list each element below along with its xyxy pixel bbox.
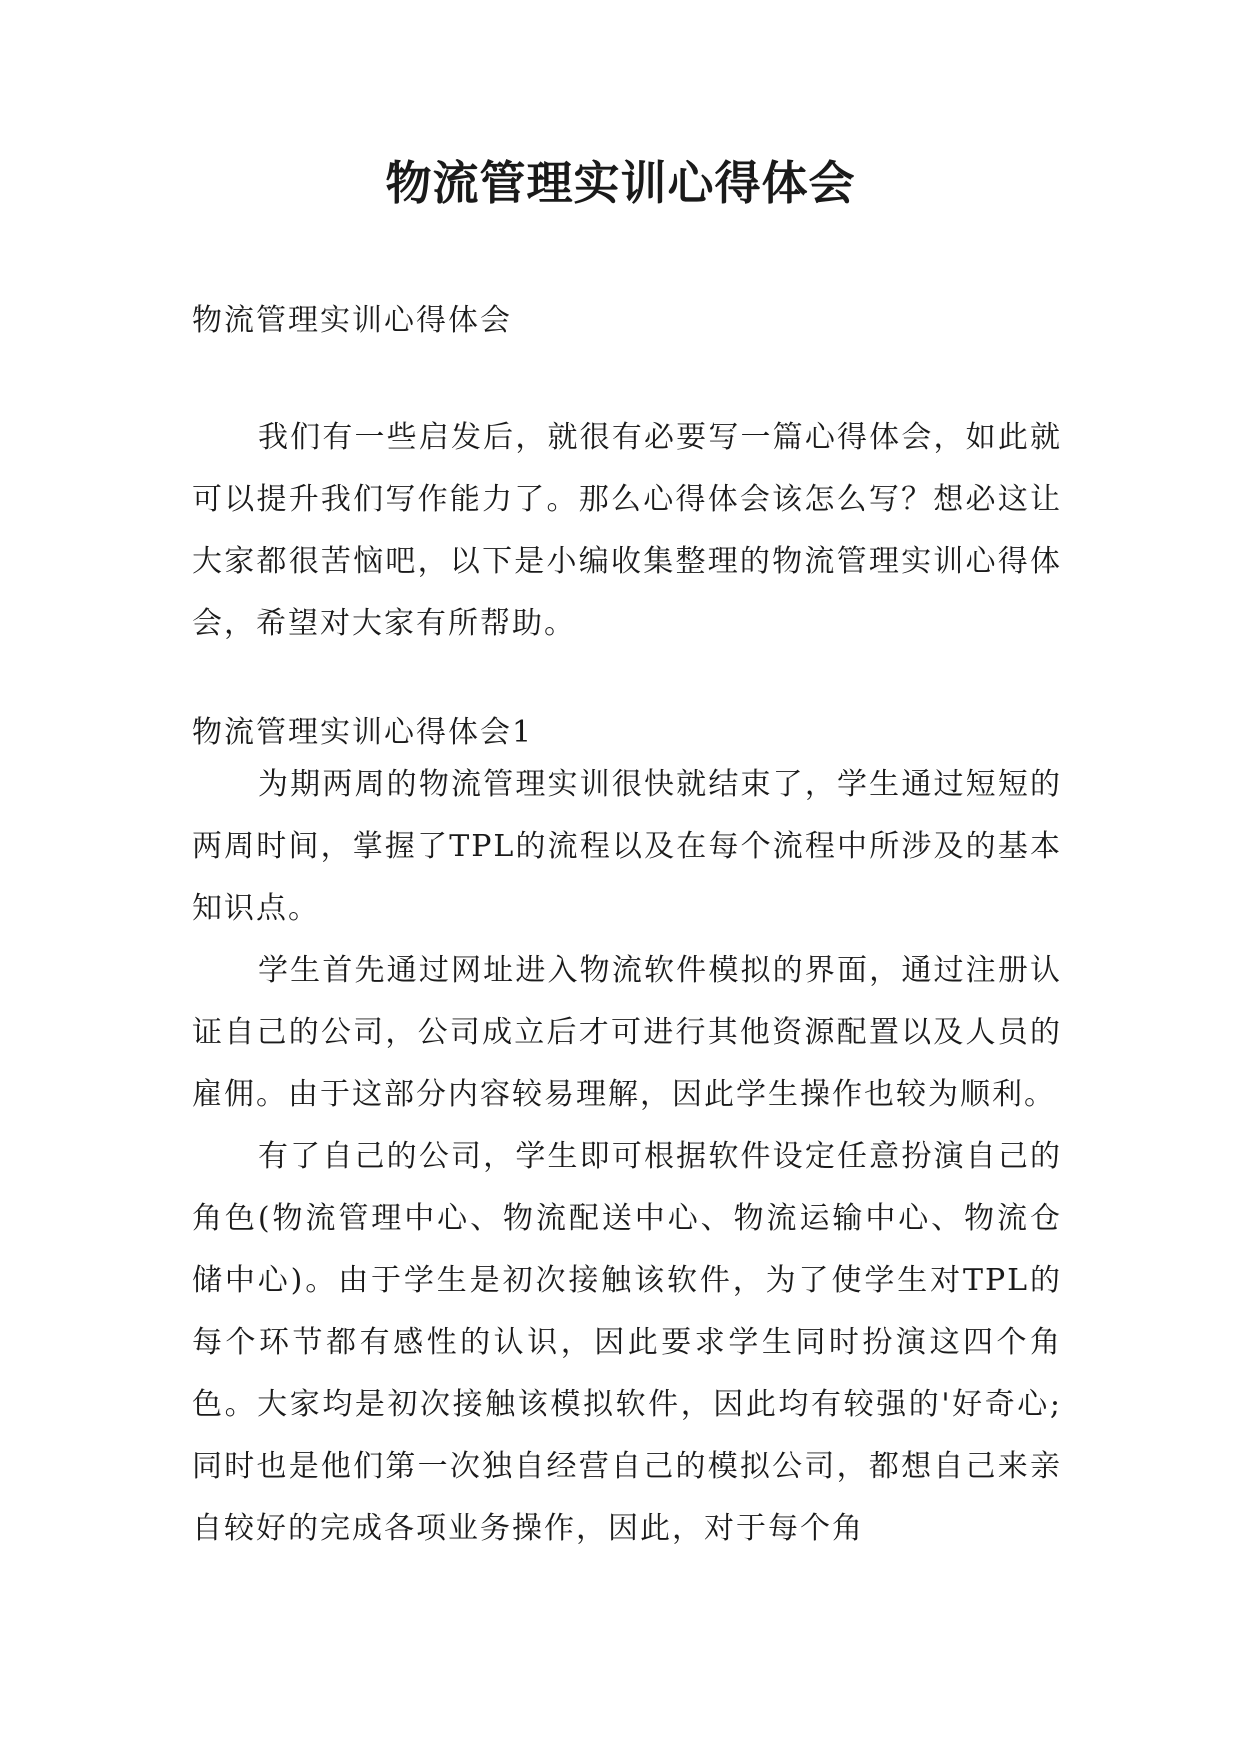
document-subtitle: 物流管理实训心得体会 (192, 303, 512, 338)
paragraph-1: 为期两周的物流管理实训很快就结束了，学生通过短短的两周时间，掌握了TPL的流程以及在每个流程中所涉及的基本知识点。 (192, 767, 1062, 926)
paragraph-2: 学生首先通过网址进入物流软件模拟的界面，通过注册认证自己的公司，公司成立后才可进行其他资源配置以及人员的雇佣。由于这部分内容较易理解，因此学生操作也较为顺利。 (192, 953, 1062, 1112)
section-content (192, 754, 1062, 1560)
section-title: 物流管理实训心得体会1 (192, 715, 534, 750)
intro-paragraph: 我们有一些启发后，就很有必要写一篇心得体会，如此就可以提升我们写作能力了。那么心得体会该怎么写？想必这让大家都很苦恼吧，以下是小编收集整理的物流管理实训心得体会，希望对大家有所帮助。 (192, 420, 1062, 641)
document-title: 物流管理实训心得体会 (385, 156, 856, 210)
paragraph-3: 有了自己的公司，学生即可根据软件设定任意扮演自己的角色(物流管理中心、物流配送中心、物流运输中心、物流仓储中心)。由于学生是初次接触该软件，为了使学生对TPL的每个环节都有感性的认识，因此要求学生同时扮演这四个角色。大家均是初次接触该模拟软件，因此均有较强的'好奇心;同时也是他们第一次独自经营自己的模拟公司，都想自己来亲自较好的完成各项业务操作，因此，对于每个角 (192, 1139, 1062, 1546)
